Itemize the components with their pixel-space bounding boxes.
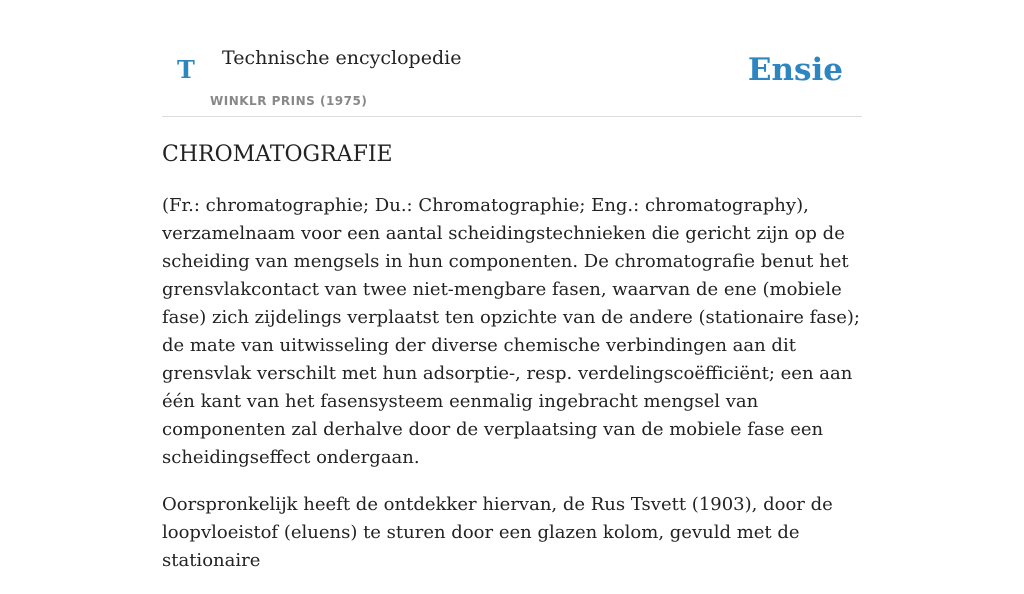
header	[162, 0, 862, 117]
entry-paragraph: (Fr.: chromatographie; Du.: Chromatographie; Eng.: chromatography), verzamelnaam voor een aantal scheidingstechnieken die gericht zijn op de scheiding van mengsels in hun componenten. De chromatografie benut het grensvlakcontact van twee niet-mengbare fasen, waarvan de ene (mobiele fase) zich zijdelings verplaatst ten opzichte van de andere (stationaire fase); de mate van uitwisseling der diverse chemische verbindingen aan dit grensvlak verschilt met hun adsorptie-, resp. verdelingscoëfficiënt; een aan één kant van het fasensysteem eenmalig ingebracht mengsel van componenten zal derhalve door de verplaatsing van de mobiele fase een scheidingseffect ondergaan.	[162, 195, 860, 468]
entry-paragraph: Oorspronkelijk heeft de ontdekker hiervan, de Rus Tsvett (1903), door de loopvloeistof (eluens) te sturen door een glazen kolom, gevuld met de stationaire	[162, 494, 833, 571]
edition-label: WINKLR PRINS (1975)	[210, 94, 368, 108]
brand-logo[interactable]: Ensie	[747, 52, 843, 88]
book-title-link[interactable]: Technische encyclopedie	[222, 47, 462, 69]
entry-body	[162, 192, 864, 594]
book-logo-icon[interactable]: T	[177, 55, 195, 84]
entry-title: CHROMATOGRAFIE	[162, 142, 393, 167]
